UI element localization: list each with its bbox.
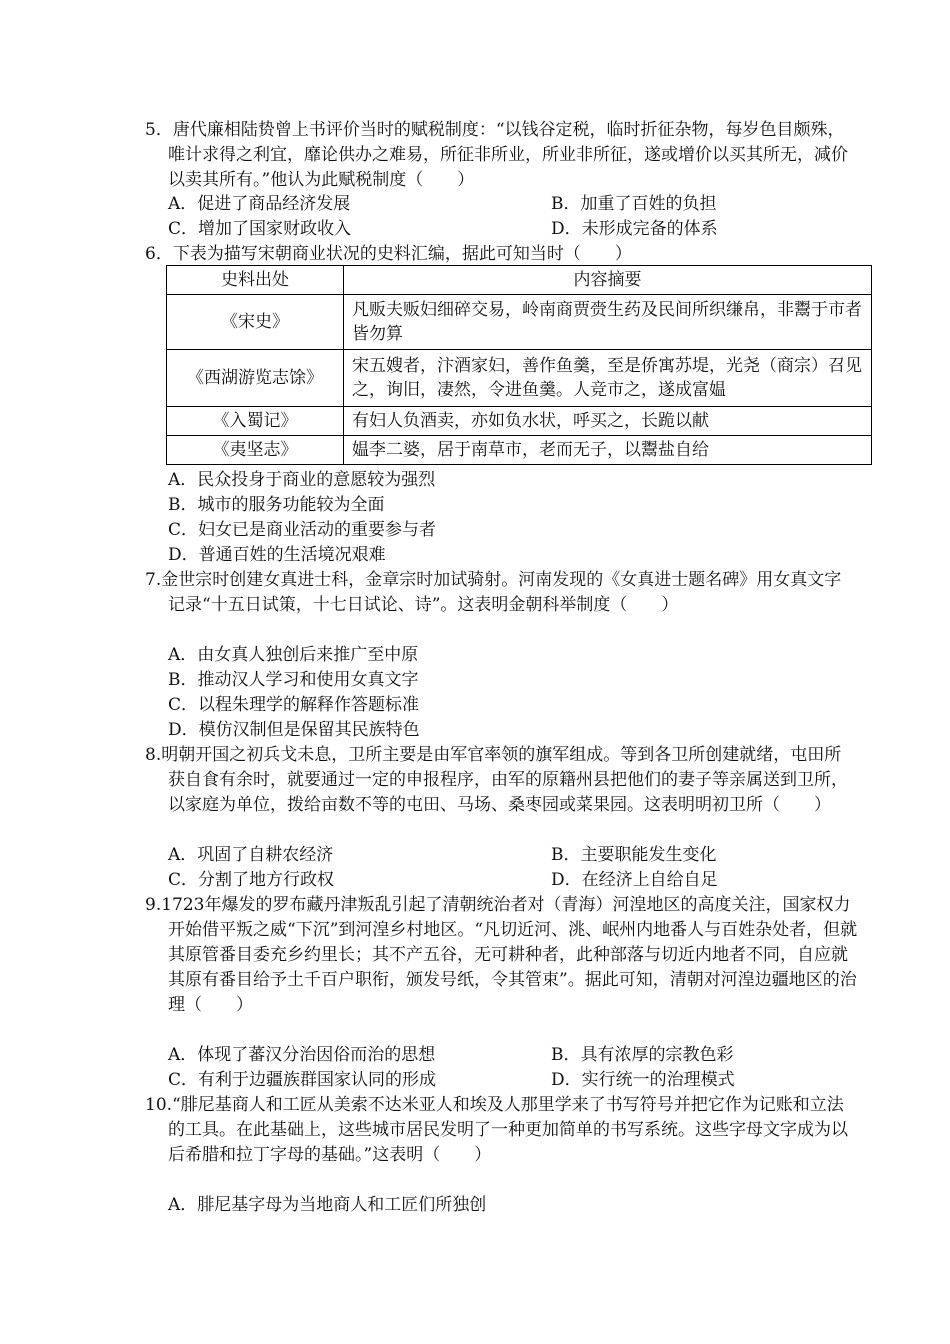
sources-table [166, 265, 872, 465]
q7-option-a: A．由女真人独创后来推广至中原 [168, 645, 419, 665]
q8-option-b: B．主要职能发生变化 [551, 845, 717, 865]
table-header-row [167, 266, 872, 295]
q10-option-a: A．腓尼基字母为当地商人和工匠们所独创 [168, 1195, 487, 1215]
q8-option-a: A．巩固了自耕农经济 [168, 845, 334, 865]
q9-option-c: C．有利于边疆族群国家认同的形成 [168, 1070, 437, 1090]
table-header-content: 内容摘要 [344, 266, 872, 295]
question-10-stem: 10.“腓尼基商人和工匠从美索不达米亚人和埃及人那里学来了书写符号并把它作为记账和立法的工具。在此基础上，这些城市居民发明了一种更加简单的书写系统。这些字母文字成为以后希腊和拉丁字母的基础。”这表明（ ） [145, 1095, 848, 1165]
q9-option-d: D．实行统一的治理模式 [551, 1070, 735, 1090]
table-cell-source: 《宋史》 [167, 295, 344, 350]
q9-option-a: A．体现了蕃汉分治因俗而治的思想 [168, 1045, 436, 1065]
q7-option-d: D．模仿汉制但是保留其民族特色 [168, 720, 420, 740]
table-row [167, 407, 872, 436]
q6-option-b: B．城市的服务功能较为全面 [168, 495, 385, 515]
table-row [167, 295, 872, 350]
table-cell-content: 有妇人负酒卖，亦如负水状，呼买之，长跪以献 [344, 407, 872, 436]
q5-option-c: C．增加了国家财政收入 [168, 219, 352, 239]
question-5-stem: 5．唐代廉相陆贽曾上书评价当时的赋税制度：“以钱谷定税，临时折征杂物，每岁色目颇殊，唯计求得之利宜，靡论供办之难易，所征非所业，所业非所征，遂或增价以买其所无，减价以卖其所有。”他认为此赋税制度（ ） [145, 120, 848, 190]
table-cell-source: 《入蜀记》 [167, 407, 344, 436]
question-8-stem: 8.明朝开国之初兵戈未息，卫所主要是由军官率领的旗军组成。等到各卫所创建就绪，屯田所获自食有余时，就要通过一定的申报程序，由军的原籍州县把他们的妻子等亲属送到卫所，以家庭为单位，拨给亩数不等的屯田、马场、桑枣园或菜果园。这表明明初卫所（ ） [145, 745, 848, 815]
q6-option-a: A．民众投身于商业的意愿较为强烈 [168, 470, 436, 490]
q6-option-c: C．妇女已是商业活动的重要参与者 [168, 520, 437, 540]
table-cell-source: 《西湖游览志馀》 [167, 350, 344, 407]
q7-option-c: C．以程朱理学的解释作答题标准 [168, 695, 420, 715]
q5-option-b: B．加重了百姓的负担 [551, 194, 717, 214]
table-header-source: 史料出处 [167, 266, 344, 295]
q8-option-c: C．分割了地方行政权 [168, 870, 335, 890]
q6-option-d: D．普通百姓的生活境况艰难 [168, 545, 386, 565]
table-cell-content: 媪李二婆，居于南草市，老而无子，以鬻盐自给 [344, 436, 872, 465]
question-7-stem: 7.金世宗时创建女真进士科，金章宗时加试骑射。河南发现的《女真进士题名碑》用女真文字记录“十五日试策，十七日试论、诗”。这表明金朝科举制度（ ） [145, 570, 842, 615]
q9-option-b: B．具有浓厚的宗教色彩 [551, 1045, 734, 1065]
question-6-stem: 6．下表为描写宋朝商业状况的史料汇编，据此可知当时（ ） [145, 244, 632, 264]
table-row [167, 436, 872, 465]
table-cell-content: 凡贩夫贩妇细碎交易，岭南商贾赍生药及民间所织缣帛，非鬻于市者皆勿算 [344, 295, 872, 350]
q5-option-a: A．促进了商品经济发展 [168, 194, 351, 214]
table-row [167, 350, 872, 407]
question-9-stem: 9.1723年爆发的罗布藏丹津叛乱引起了清朝统治者对（青海）河湟地区的高度关注，国家权力开始借平叛之威“下沉”到河湟乡村地区。“凡切近河、洮、岷州内地番人与百姓杂处者，但就其原管番目委充乡约里长；其不产五谷，无可耕种者，此种部落与切近内地者不同，自应就其原有番目给予土千百户职衔，颁发号纸，令其管束”。据此可知，清朝对河湟边疆地区的治理（ ） [145, 895, 858, 1015]
q8-option-d: D．在经济上自给自足 [551, 870, 718, 890]
table-cell-content: 宋五嫂者，汴酒家妇，善作鱼羹，至是侨寓苏堤，光尧（商宗）召见之，询旧，凄然，令进鱼羹。人竞市之，遂成富媪 [344, 350, 872, 407]
q5-option-d: D．未形成完备的体系 [551, 219, 718, 239]
table-cell-source: 《夷坚志》 [167, 436, 344, 465]
q7-option-b: B．推动汉人学习和使用女真文字 [168, 670, 419, 690]
